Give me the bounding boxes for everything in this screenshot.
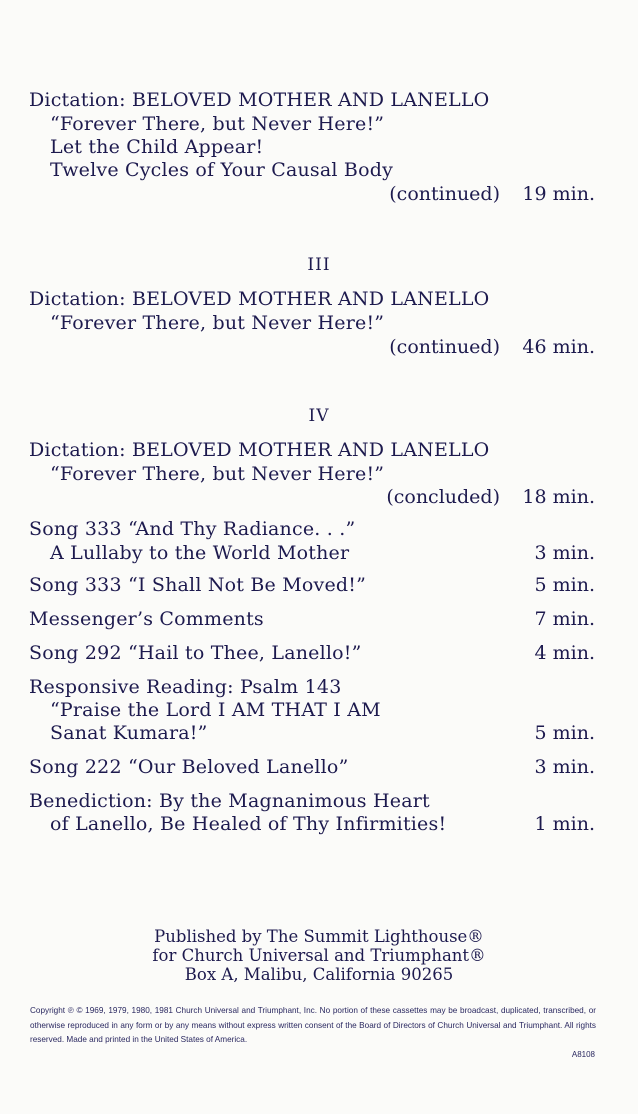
- program-item-duration: 7 min.: [534, 608, 595, 630]
- copyright-notice: Copyright ℗ © 1969, 1979, 1980, 1981 Church Universal and Triumphant, Inc. No portion of these cassettes may be broadcast, duplicated, transcribed, or otherwise reproduced in any form or by any means without express written consent of the Board of Directors of Church Universal and Triumphant. All rights reserved. Made and printed in the United States of America.: [30, 1006, 596, 1044]
- program-item-duration: 5 min.: [534, 722, 595, 744]
- dictation-status: (continued): [389, 336, 500, 358]
- dictation-subtitle: Twelve Cycles of Your Causal Body: [50, 159, 394, 181]
- program-item-title: Messenger’s Comments: [29, 608, 264, 630]
- dictation-subtitle: Let the Child Appear!: [50, 136, 264, 158]
- catalog-code: A8108: [571, 1050, 595, 1059]
- program-item-title: Song 333 “I Shall Not Be Moved!”: [29, 574, 366, 596]
- dictation-duration: 19 min.: [522, 183, 595, 205]
- dictation-status: (continued): [389, 183, 500, 205]
- program-item-subtitle: A Lullaby to the World Mother: [50, 542, 350, 564]
- program-item-subtitle: Sanat Kumara!”: [50, 722, 208, 744]
- dictation-title: Dictation: BELOVED MOTHER AND LANELLO: [29, 288, 490, 310]
- program-item-subtitle: “Praise the Lord I AM THAT I AM: [50, 699, 381, 721]
- dictation-duration: 46 min.: [522, 336, 595, 358]
- dictation-title: Dictation: BELOVED MOTHER AND LANELLO: [29, 439, 490, 461]
- publisher-line: for Church Universal and Triumphant®: [152, 946, 486, 965]
- program-item-title: Responsive Reading: Psalm 143: [29, 676, 342, 698]
- program-item-duration: 1 min.: [534, 813, 595, 835]
- program-item-subtitle: of Lanello, Be Healed of Thy Infirmities!: [50, 813, 447, 835]
- section-numeral: III: [307, 255, 331, 275]
- program-item-title: Song 292 “Hail to Thee, Lanello!”: [29, 642, 362, 664]
- dictation-duration: 18 min.: [522, 486, 595, 508]
- section-numeral: IV: [308, 406, 330, 426]
- publisher-address: Box A, Malibu, California 90265: [184, 965, 454, 984]
- publisher-line: Published by The Summit Lighthouse®: [154, 927, 484, 946]
- program-item-title: Song 222 “Our Beloved Lanello”: [29, 756, 349, 778]
- program-item-title: Song 333 “And Thy Radiance. . .”: [29, 518, 356, 540]
- program-item-duration: 4 min.: [534, 642, 595, 664]
- dictation-subtitle: “Forever There, but Never Here!”: [50, 463, 385, 485]
- program-item-duration: 3 min.: [534, 756, 595, 778]
- program-item-duration: 3 min.: [534, 542, 595, 564]
- program-item-duration: 5 min.: [534, 574, 595, 596]
- dictation-status: (concluded): [386, 486, 500, 508]
- program-item-title: Benediction: By the Magnanimous Heart: [29, 790, 430, 812]
- dictation-title: Dictation: BELOVED MOTHER AND LANELLO: [29, 89, 490, 111]
- dictation-subtitle: “Forever There, but Never Here!”: [50, 113, 385, 135]
- dictation-subtitle: “Forever There, but Never Here!”: [50, 312, 385, 334]
